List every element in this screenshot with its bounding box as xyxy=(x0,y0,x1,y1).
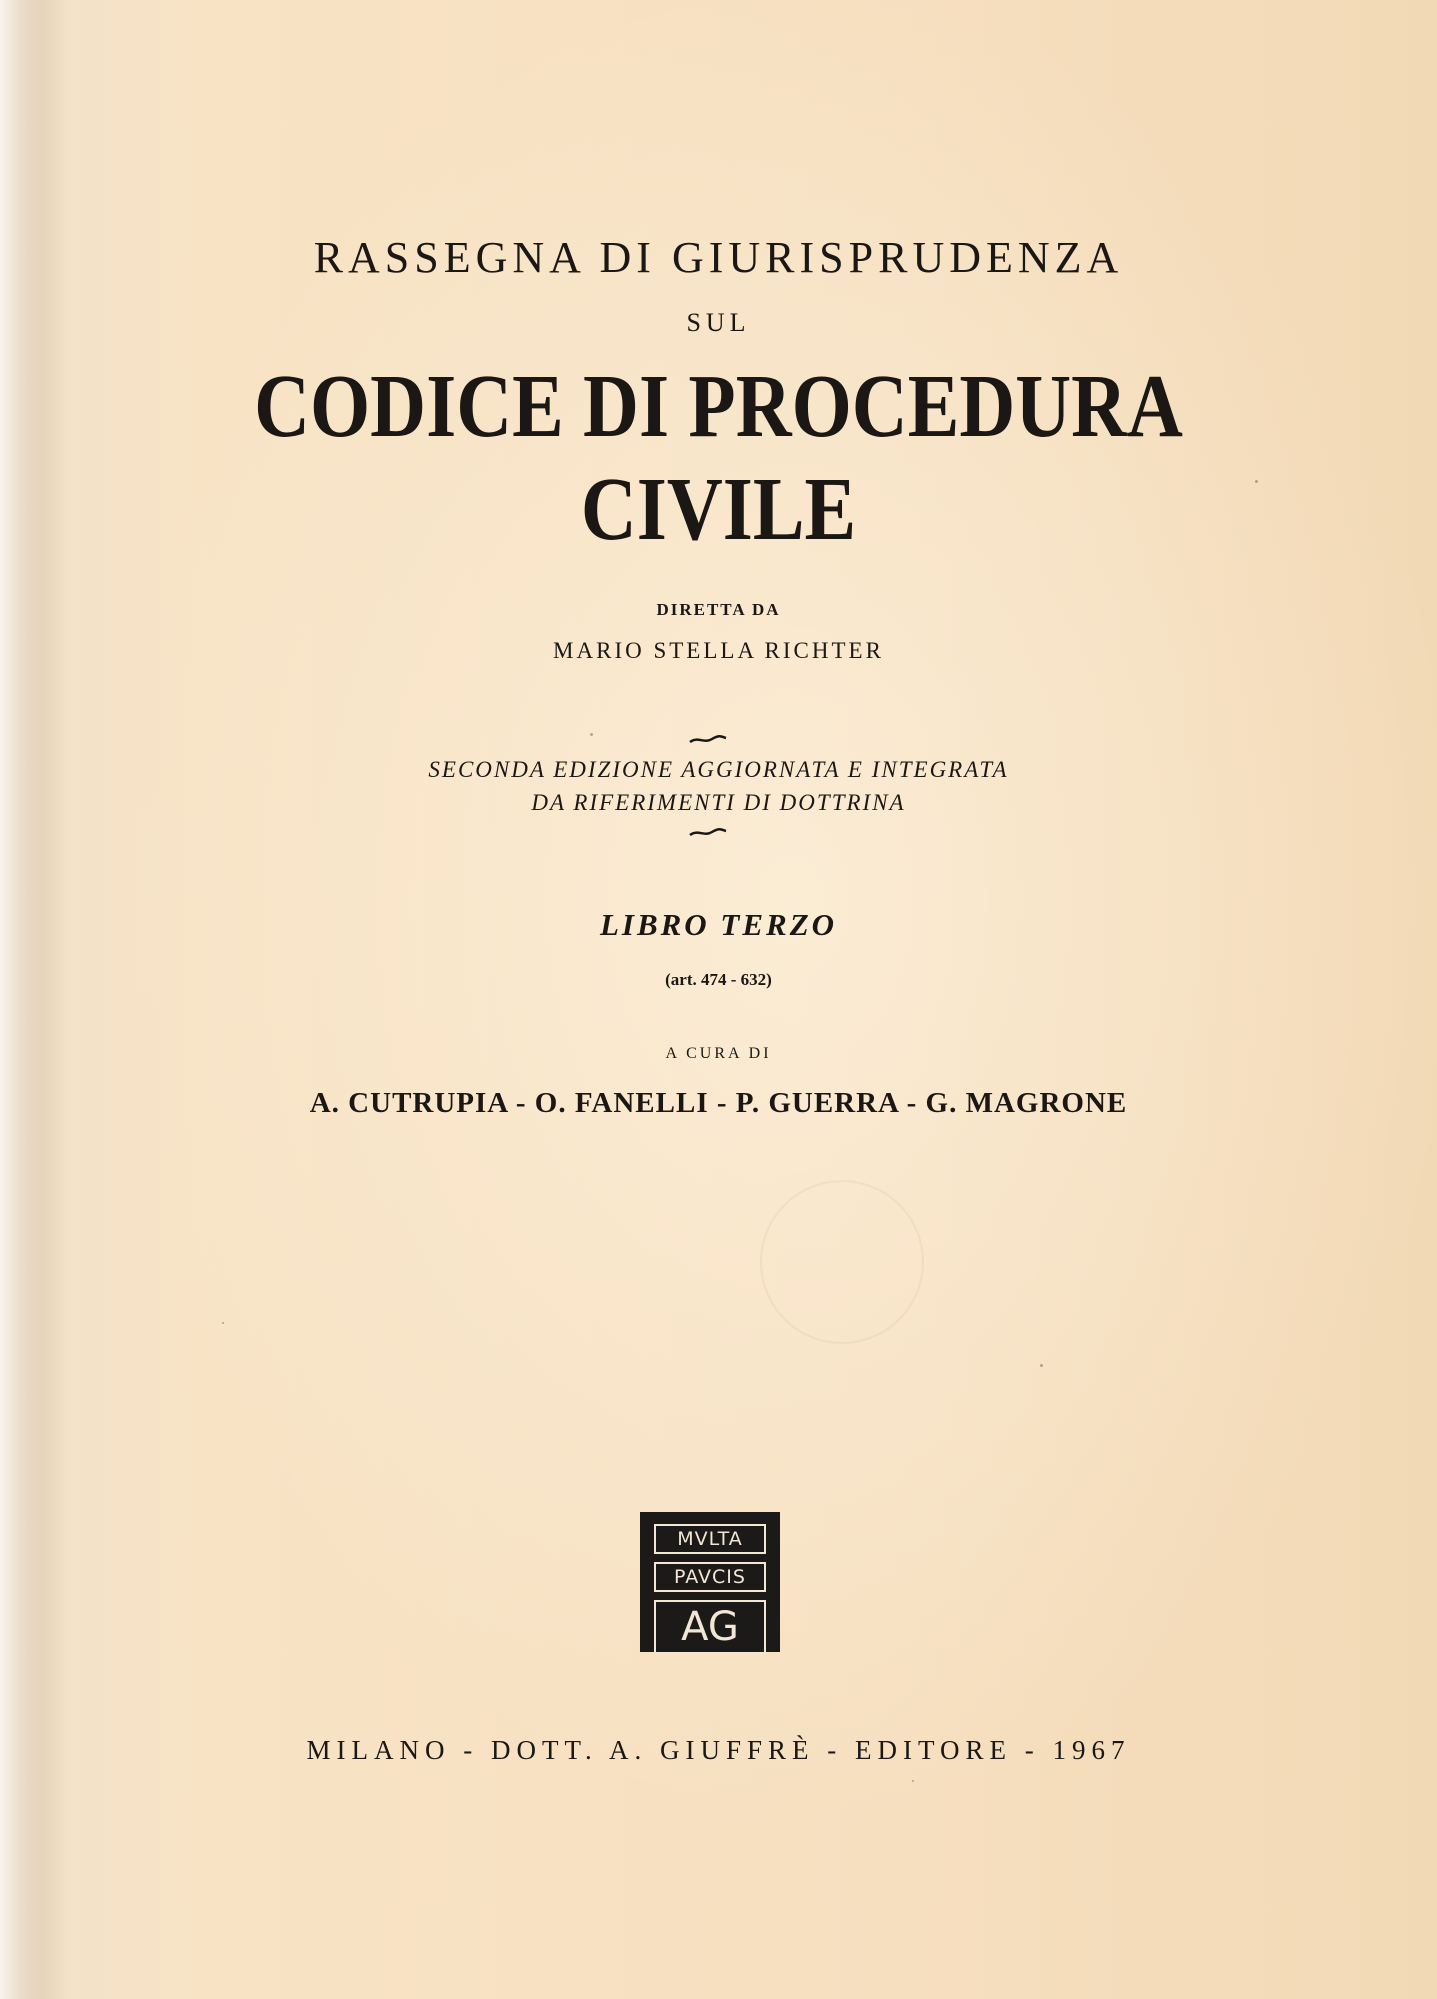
faint-stamp-mark xyxy=(760,1180,924,1344)
volume-title: LIBRO TERZO xyxy=(599,907,838,942)
title-line-4: CIVILE xyxy=(580,460,857,559)
paper-fleck xyxy=(222,1322,224,1324)
logo-monogram: AG xyxy=(654,1600,766,1654)
paper-fleck xyxy=(912,1780,914,1782)
director-name: MARIO STELLA RICHTER xyxy=(553,638,884,663)
logo-motto-line-1: MVLTA xyxy=(654,1524,766,1554)
curators-names: A. CUTRUPIA - O. FANELLI - P. GUERRA - G. MAGRONE xyxy=(309,1087,1128,1119)
paper-fleck xyxy=(590,733,593,736)
title-line-3: CODICE DI PROCEDURA xyxy=(254,357,1183,456)
publisher-imprint: MILANO - DOTT. A. GIUFFRÈ - EDITORE - 1967 xyxy=(306,1735,1131,1765)
paper-fleck xyxy=(1255,480,1258,483)
article-range: (art. 474 - 632) xyxy=(665,970,772,989)
publisher-logo xyxy=(640,1512,780,1652)
spine-fold-shadow xyxy=(0,0,70,1999)
edition-line-2: DA RIFERIMENTI DI DOTTRINA xyxy=(531,790,906,815)
swash-ornament-bottom xyxy=(688,826,728,840)
edition-line-1: SECONDA EDIZIONE AGGIORNATA E INTEGRATA xyxy=(428,757,1009,782)
curators-label: A CURA DI xyxy=(665,1045,772,1062)
swash-ornament-top xyxy=(688,733,728,747)
title-line-1: RASSEGNA DI GIURISPRUDENZA xyxy=(313,233,1124,282)
logo-motto-line-2: PAVCIS xyxy=(654,1562,766,1592)
title-line-2: SUL xyxy=(686,308,751,337)
direction-label: DIRETTA DA xyxy=(656,600,781,619)
paper-fleck xyxy=(1040,1364,1043,1367)
